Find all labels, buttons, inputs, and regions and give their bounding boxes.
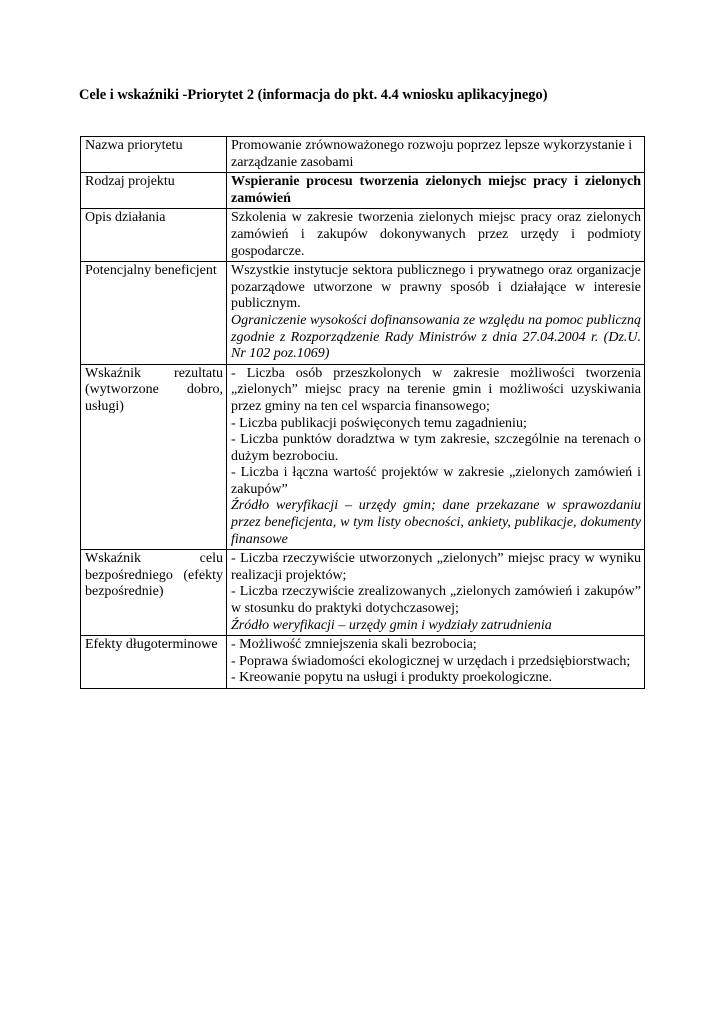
label-project-type: Rodzaj projektu — [81, 173, 227, 209]
label-priority: Nazwa priorytetu — [81, 137, 227, 173]
list-item: - Liczba rzeczywiście utworzonych „zielonych” miejsc pracy w wyniku realizacji projektów; — [231, 551, 641, 583]
table-row-direct-indicator — [81, 550, 645, 636]
table-row-beneficiary — [81, 262, 645, 365]
table-row-long-term — [81, 636, 645, 689]
list-item: - Liczba punktów doradztwa w tym zakresie, szczególnie na terenach o dużym bezrobociu. — [231, 432, 641, 464]
list-item: - Kreowanie popytu na usługi i produkty proekologiczne. — [231, 670, 553, 686]
value-long-term — [227, 636, 645, 689]
priority-table — [80, 136, 645, 689]
value-direct-indicator — [227, 550, 645, 636]
list-item: - Poprawa świadomości ekologicznej w urzędach i przedsiębiorstwach; — [231, 653, 631, 669]
table-row-result-indicator — [81, 364, 645, 550]
list-item: - Liczba osób przeszkolonych w zakresie możliwości tworzenia „zielonych” miejsc pracy na terenie gmin i możliwości uzyskiwania przez gminy na ten cel wsparcia finansowego; — [231, 365, 641, 414]
value-priority: Promowanie zrównoważonego rozwoju poprzez lepsze wykorzystanie i zarządzanie zasobami — [227, 137, 645, 173]
list-item: - Liczba i łączna wartość projektów w zakresie „zielonych zamówień i zakupów” — [231, 465, 641, 497]
label-result-indicator: Wskaźnik rezultatu (wytworzone dobro, usługi) — [81, 364, 227, 550]
beneficiary-note: Ograniczenie wysokości dofinansowania ze względu na pomoc publiczną zgodnie z Rozporządzenie Rady Ministrów z dnia 27.04.2004 r. (Dz.U. Nr 102 poz.1069) — [231, 312, 641, 362]
label-long-term: Efekty długoterminowe — [81, 636, 227, 689]
table-row-project-type — [81, 173, 645, 209]
value-result-indicator — [227, 364, 645, 550]
table-row-description — [81, 209, 645, 262]
table-row-priority — [81, 137, 645, 173]
beneficiary-text: Wszystkie instytucje sektora publicznego i prywatnego oraz organizacje pozarządowe utworzone w prawny sposób i działające w interesie publicznym. — [231, 263, 641, 312]
label-beneficiary: Potencjalny beneficjent — [81, 262, 227, 365]
label-description: Opis działania — [81, 209, 227, 262]
list-item: - Liczba rzeczywiście zrealizowanych „zielonych zamówień i zakupów” w stosunku do praktyki dotychczasowej; — [231, 584, 641, 617]
list-item: - Możliwość zmniejszenia skali bezrobocia; — [231, 637, 477, 653]
direct-source-note: Źródło weryfikacji – urzędy gmin i wydziały zatrudnienia — [231, 617, 552, 633]
value-description: Szkolenia w zakresie tworzenia zielonych miejsc pracy oraz zielonych zamówień i zakupów dokonywanych przez urzędy i podmioty gospodarcze. — [227, 209, 645, 262]
result-source-note: Źródło weryfikacji – urzędy gmin; dane przekazane w sprawozdaniu przez beneficjenta, w tym listy obecności, ankiety, publikacje, dokumenty finansowe — [231, 498, 641, 547]
list-item: - Liczba publikacji poświęconych temu zagadnieniu; — [231, 415, 527, 431]
document-title: Cele i wskaźniki -Priorytet 2 (informacja do pkt. 4.4 wniosku aplikacyjnego) — [79, 87, 548, 103]
label-direct-indicator: Wskaźnik celu bezpośredniego (efekty bezpośrednie) — [81, 550, 227, 636]
value-project-type: Wspieranie procesu tworzenia zielonych miejsc pracy i zielonych zamówień — [227, 173, 645, 209]
value-beneficiary — [227, 262, 645, 365]
